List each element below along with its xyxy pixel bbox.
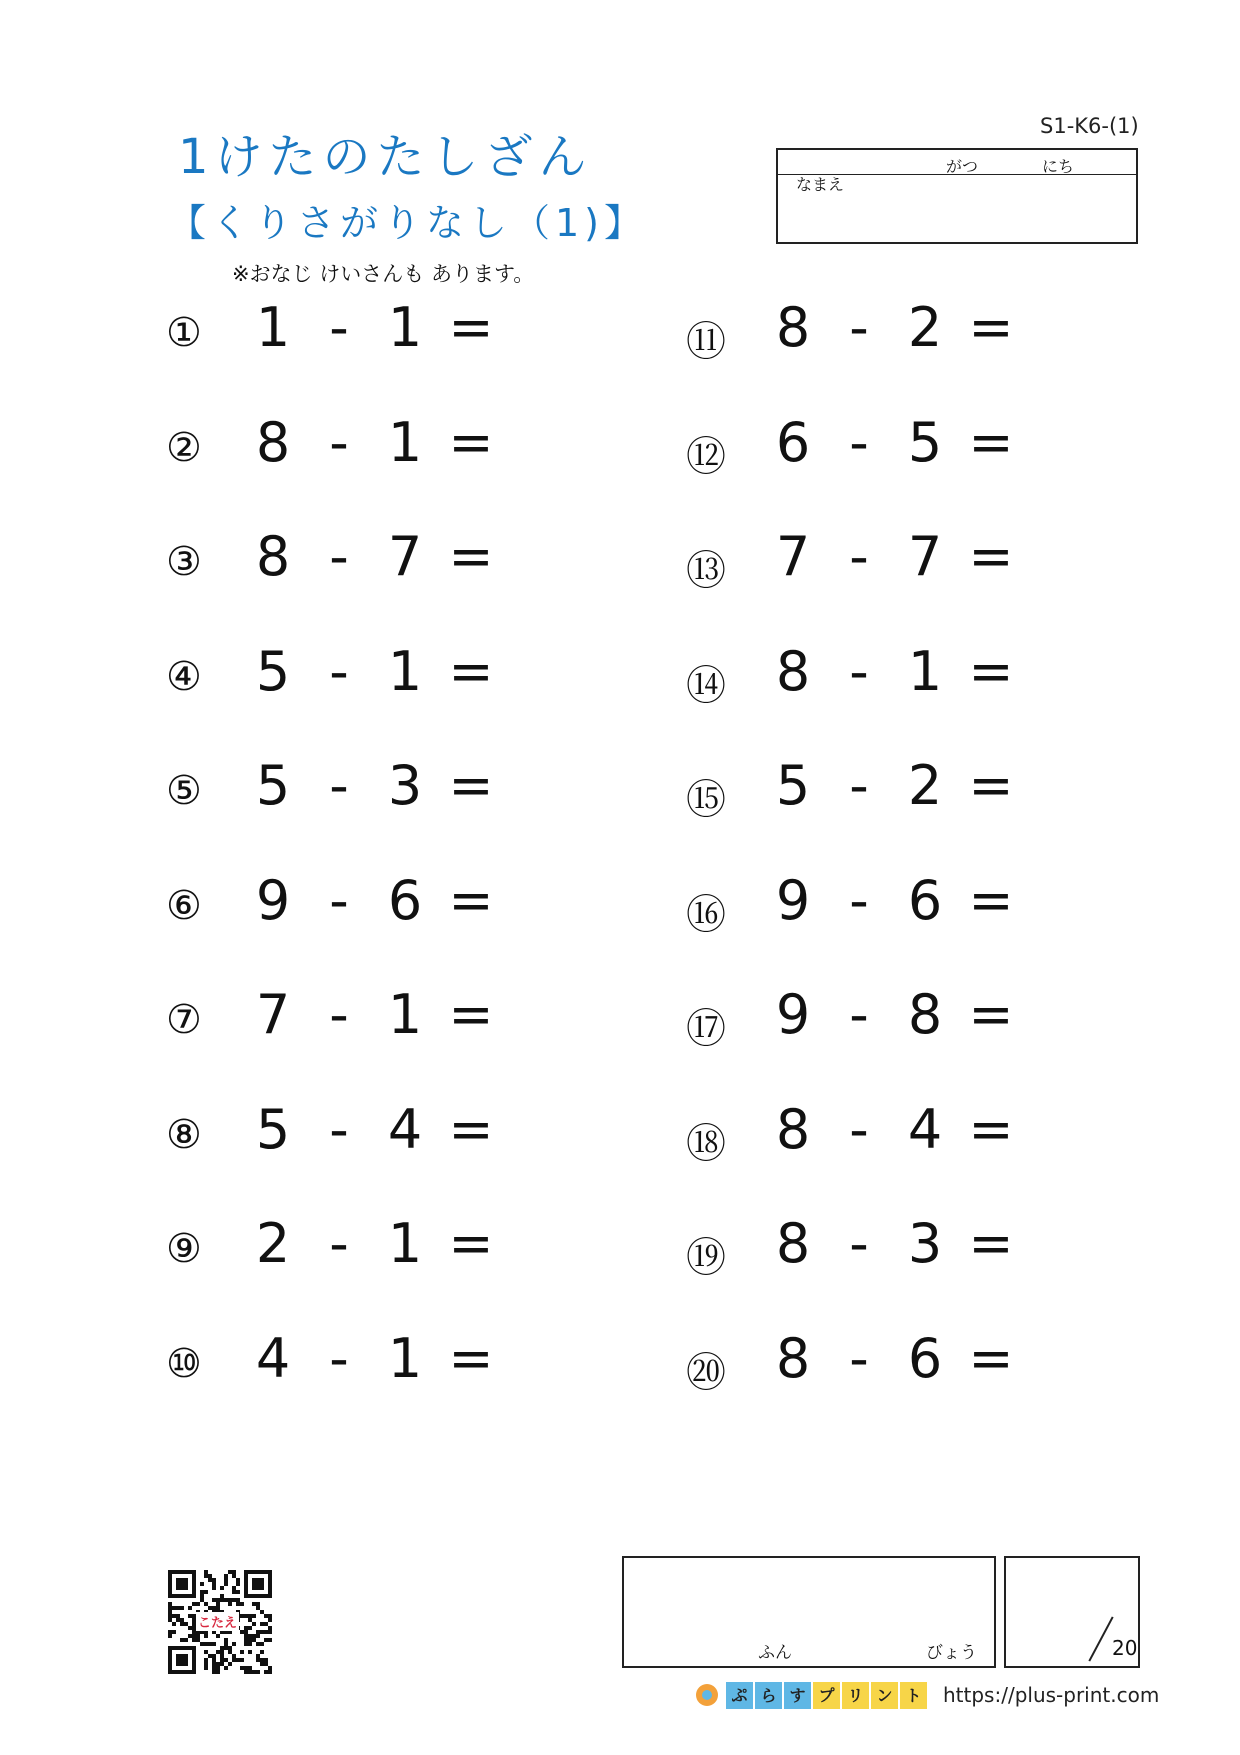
problem-operand-a: 6 bbox=[775, 411, 811, 474]
problem-equals: = bbox=[968, 296, 1014, 359]
problem-operand-b: 3 bbox=[907, 1212, 943, 1275]
problem-operator: - bbox=[849, 754, 869, 817]
problem-operator: - bbox=[849, 411, 869, 474]
problem-operator: - bbox=[329, 1212, 349, 1275]
problem-operator: - bbox=[849, 1098, 869, 1161]
brand-tile: ら bbox=[755, 1682, 782, 1709]
problem-equals: = bbox=[968, 411, 1014, 474]
problem-item bbox=[166, 296, 626, 376]
problem-operator: - bbox=[849, 640, 869, 703]
site-url[interactable]: https://plus-print.com bbox=[943, 1683, 1160, 1707]
problem-number: ⑩ bbox=[166, 1341, 202, 1387]
problem-operand-a: 9 bbox=[775, 869, 811, 932]
problem-operator: - bbox=[849, 296, 869, 359]
problem-operand-a: 8 bbox=[775, 1212, 811, 1275]
problem-item bbox=[686, 411, 1146, 491]
problem-item bbox=[166, 525, 626, 605]
problem-item bbox=[166, 1098, 626, 1178]
problem-operand-b: 5 bbox=[907, 411, 943, 474]
problem-equals: = bbox=[968, 640, 1014, 703]
problem-item bbox=[166, 869, 626, 949]
problem-number: ⑳ bbox=[686, 1350, 726, 1396]
problem-operand-a: 7 bbox=[775, 525, 811, 588]
problem-operand-a: 8 bbox=[775, 1098, 811, 1161]
problem-operator: - bbox=[329, 869, 349, 932]
problem-operator: - bbox=[849, 983, 869, 1046]
qr-answer-label: こたえ bbox=[196, 1612, 239, 1631]
problem-item bbox=[166, 1212, 626, 1292]
problem-operand-b: 1 bbox=[387, 296, 423, 359]
name-label: なまえ bbox=[796, 175, 845, 194]
problem-operand-b: 1 bbox=[907, 640, 943, 703]
brand-tile: す bbox=[784, 1682, 811, 1709]
problem-operand-b: 1 bbox=[387, 411, 423, 474]
problem-number: ⑲ bbox=[686, 1235, 726, 1281]
problem-number: ⑭ bbox=[686, 663, 726, 709]
problem-equals: = bbox=[448, 869, 494, 932]
problem-equals: = bbox=[448, 983, 494, 1046]
problem-operand-a: 8 bbox=[255, 411, 291, 474]
problem-number: ⑧ bbox=[166, 1112, 202, 1158]
problem-operator: - bbox=[849, 1212, 869, 1275]
problem-number: ⑬ bbox=[686, 548, 726, 594]
problem-equals: = bbox=[968, 1098, 1014, 1161]
problem-operand-b: 3 bbox=[387, 754, 423, 817]
problem-item bbox=[686, 1212, 1146, 1292]
problem-operand-a: 2 bbox=[255, 1212, 291, 1275]
problem-number: ⑫ bbox=[686, 434, 726, 480]
problem-operand-b: 6 bbox=[907, 869, 943, 932]
problem-number: ⑪ bbox=[686, 319, 726, 365]
worksheet-title: 1けたのたしざん bbox=[178, 129, 593, 185]
problem-item bbox=[686, 754, 1146, 834]
name-date-box[interactable] bbox=[776, 148, 1138, 244]
problem-operand-a: 8 bbox=[775, 296, 811, 359]
problem-number: ① bbox=[166, 310, 202, 356]
problem-number: ⑥ bbox=[166, 883, 202, 929]
problem-item bbox=[686, 983, 1146, 1063]
problem-number: ⑯ bbox=[686, 892, 726, 938]
problem-item bbox=[686, 1327, 1146, 1407]
problem-equals: = bbox=[448, 1327, 494, 1390]
brand-tile: ト bbox=[900, 1682, 927, 1709]
problem-item bbox=[686, 640, 1146, 720]
problem-operand-a: 8 bbox=[775, 1327, 811, 1390]
brand-tile: ン bbox=[871, 1682, 898, 1709]
problem-operator: - bbox=[329, 411, 349, 474]
problem-operand-b: 4 bbox=[387, 1098, 423, 1161]
problem-operand-a: 5 bbox=[775, 754, 811, 817]
problem-number: ⑤ bbox=[166, 768, 202, 814]
worksheet-code: S1-K6-(1) bbox=[1040, 114, 1139, 138]
problem-item bbox=[166, 1327, 626, 1407]
problem-item bbox=[166, 983, 626, 1063]
problem-item bbox=[166, 754, 626, 834]
problem-equals: = bbox=[448, 1212, 494, 1275]
day-label: にち bbox=[1042, 157, 1075, 176]
problem-equals: = bbox=[968, 754, 1014, 817]
problem-operand-a: 1 bbox=[255, 296, 291, 359]
problem-number: ④ bbox=[166, 654, 202, 700]
problem-item bbox=[166, 640, 626, 720]
problem-operand-b: 4 bbox=[907, 1098, 943, 1161]
brand-tile: リ bbox=[842, 1682, 869, 1709]
problem-operator: - bbox=[329, 983, 349, 1046]
problem-equals: = bbox=[448, 640, 494, 703]
problem-operand-a: 9 bbox=[775, 983, 811, 1046]
problem-operand-a: 5 bbox=[255, 754, 291, 817]
problem-item bbox=[686, 1098, 1146, 1178]
problem-item bbox=[686, 296, 1146, 376]
problem-operator: - bbox=[329, 525, 349, 588]
problem-number: ⑮ bbox=[686, 777, 726, 823]
problem-operator: - bbox=[329, 1098, 349, 1161]
problem-operand-a: 5 bbox=[255, 640, 291, 703]
problem-operand-b: 8 bbox=[907, 983, 943, 1046]
problem-operand-a: 4 bbox=[255, 1327, 291, 1390]
minutes-label: ふん bbox=[758, 1643, 792, 1663]
problem-number: ⑨ bbox=[166, 1226, 202, 1272]
problem-operator: - bbox=[329, 1327, 349, 1390]
problem-number: ⑱ bbox=[686, 1121, 726, 1167]
month-label: がつ bbox=[946, 157, 979, 176]
problem-equals: = bbox=[968, 869, 1014, 932]
problem-operator: - bbox=[849, 525, 869, 588]
problem-number: ② bbox=[166, 425, 202, 471]
problem-operator: - bbox=[849, 1327, 869, 1390]
problem-operand-a: 8 bbox=[255, 525, 291, 588]
problem-number: ③ bbox=[166, 539, 202, 585]
problem-operand-b: 2 bbox=[907, 296, 943, 359]
problem-operand-b: 2 bbox=[907, 754, 943, 817]
brand-name bbox=[726, 1682, 929, 1709]
worksheet-subtitle: 【くりさがりなし（1)】 bbox=[168, 201, 648, 245]
brand-tile: プ bbox=[813, 1682, 840, 1709]
problem-operand-b: 1 bbox=[387, 983, 423, 1046]
score-total: 20 bbox=[1112, 1636, 1138, 1660]
problem-equals: = bbox=[968, 1327, 1014, 1390]
problem-operator: - bbox=[849, 869, 869, 932]
problem-operand-b: 1 bbox=[387, 1212, 423, 1275]
problem-operator: - bbox=[329, 640, 349, 703]
problem-item bbox=[686, 525, 1146, 605]
problem-equals: = bbox=[968, 983, 1014, 1046]
worksheet-note: ※おなじ けいさんも あります。 bbox=[232, 262, 535, 286]
problem-operand-b: 7 bbox=[387, 525, 423, 588]
problem-operand-a: 7 bbox=[255, 983, 291, 1046]
problem-equals: = bbox=[448, 411, 494, 474]
answer-qr-code[interactable] bbox=[168, 1570, 272, 1674]
problem-number: ⑦ bbox=[166, 997, 202, 1043]
problem-equals: = bbox=[968, 525, 1014, 588]
problem-operand-b: 6 bbox=[907, 1327, 943, 1390]
problem-operand-b: 1 bbox=[387, 1327, 423, 1390]
brand-footer bbox=[696, 1680, 1159, 1710]
problem-operand-b: 1 bbox=[387, 640, 423, 703]
problem-equals: = bbox=[448, 754, 494, 817]
problem-operand-a: 9 bbox=[255, 869, 291, 932]
problem-operand-a: 8 bbox=[775, 640, 811, 703]
problem-operator: - bbox=[329, 754, 349, 817]
problem-operator: - bbox=[329, 296, 349, 359]
problem-equals: = bbox=[448, 525, 494, 588]
problem-item bbox=[166, 411, 626, 491]
problem-equals: = bbox=[968, 1212, 1014, 1275]
problem-equals: = bbox=[448, 1098, 494, 1161]
score-box[interactable] bbox=[1004, 1556, 1140, 1668]
problem-item bbox=[686, 869, 1146, 949]
problem-equals: = bbox=[448, 296, 494, 359]
brand-logo-icon bbox=[696, 1684, 718, 1706]
seconds-label: びょう bbox=[926, 1643, 977, 1663]
problem-number: ⑰ bbox=[686, 1006, 726, 1052]
problem-operand-a: 5 bbox=[255, 1098, 291, 1161]
problem-operand-b: 7 bbox=[907, 525, 943, 588]
problem-operand-b: 6 bbox=[387, 869, 423, 932]
time-box[interactable] bbox=[622, 1556, 996, 1668]
brand-tile: ぷ bbox=[726, 1682, 753, 1709]
score-slash bbox=[1088, 1616, 1113, 1661]
